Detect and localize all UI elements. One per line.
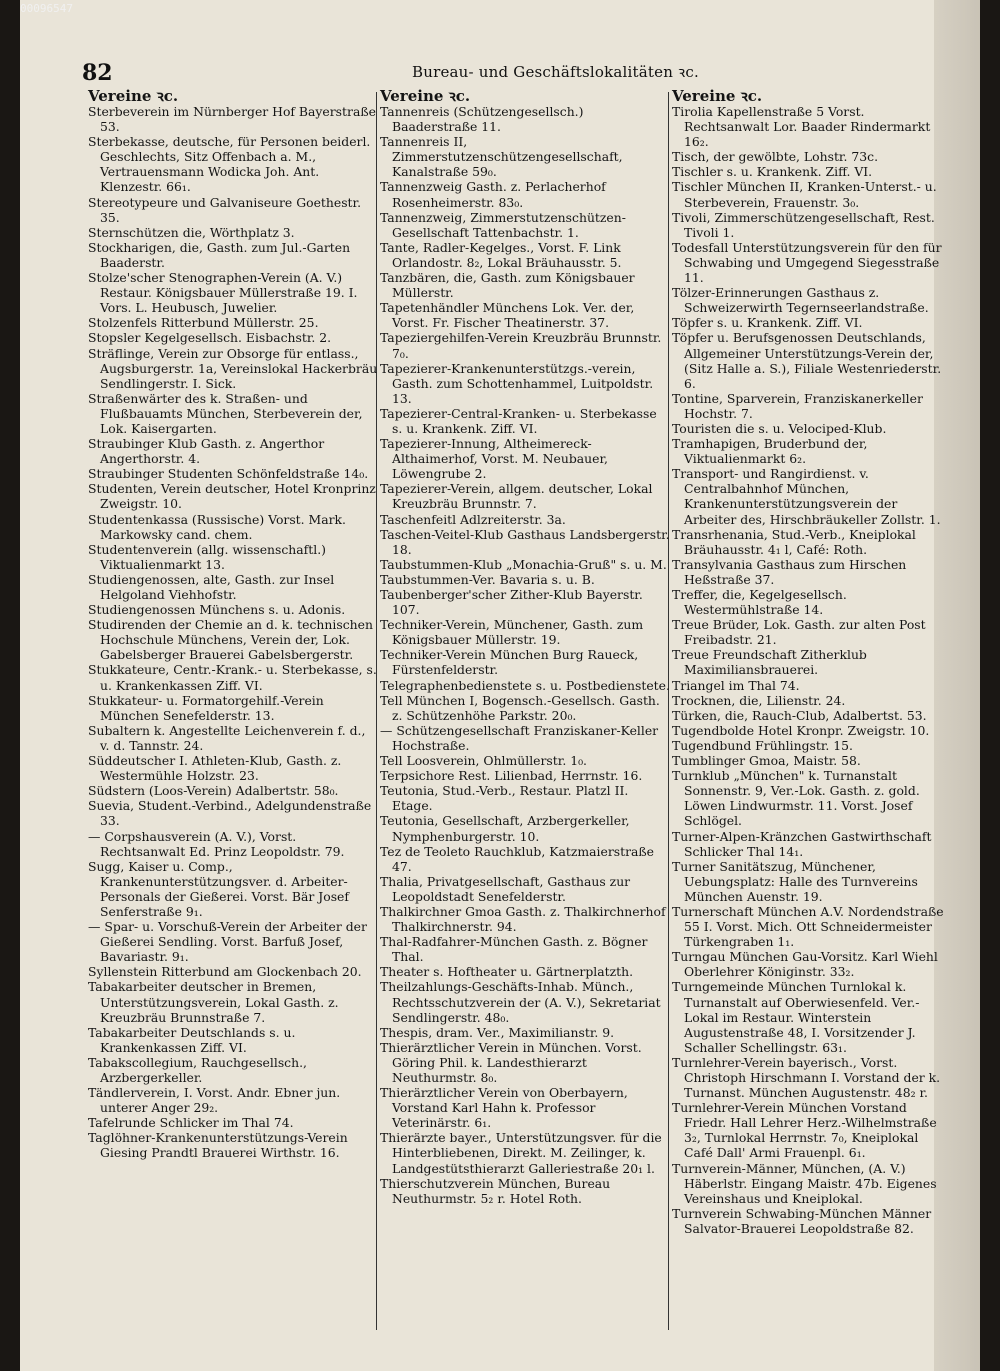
directory-entry: Thierschutzverein München, Bureau Neuthurmstr. 5₂ r. Hotel Roth. — [380, 1175, 611, 1206]
directory-entry: Turngau München Gau-Vorsitz. Karl Wiehl Oberlehrer Königinstr. 33₂. — [672, 949, 938, 980]
column-3 — [672, 88, 950, 1236]
directory-entry: Tante, Radler-Kegelges., Vorst. F. Link Orlandostr. 8₂, Lokal Bräuhausstr. 5. — [380, 239, 622, 270]
directory-entry: Töpfer u. Berufsgenossen Deutschlands, Allgemeiner Unterstützungs-Verein der, (Sitz Halle a. S.), Filiale Westenriederstr. 6. — [672, 330, 942, 391]
directory-entry: Treue Brüder, Lok. Gasth. zur alten Post Freibadstr. 21. — [672, 617, 926, 648]
directory-entry: Tölzer-Erinnerungen Gasthaus z. Schweizerwirth Tegernseerlandstraße. — [672, 285, 929, 316]
directory-entry: Studiengenossen Münchens s. u. Adonis. — [88, 602, 346, 618]
directory-entry: Tischler München II, Kranken-Unterst.- u. Sterbeverein, Frauenstr. 3₀. — [672, 179, 937, 210]
directory-entry: Thierärzte bayer., Unterstützungsver. für die Hinterbliebenen, Direkt. M. Zeilinger, k. Landgestütsthierarzt Galleriestraße 20₁ l. — [380, 1130, 662, 1176]
directory-entry: Tugendbund Frühlingstr. 15. — [672, 737, 853, 753]
directory-entry: Süddeutscher I. Athleten-Klub, Gasth. z. Westermühle Holzstr. 23. — [88, 753, 342, 784]
directory-entry: Turngemeinde München Turnlokal k. Turnanstalt auf Oberwiesenfeld. Ver.-Lokal im Restaur. Winterstein Augustenstraße 48, I. Vorsitzender J. Schaller Schellingstr. 63₁. — [672, 979, 920, 1055]
directory-entry: Trocknen, die, Lilienstr. 24. — [672, 692, 846, 708]
directory-entry: Studentenverein (allg. wissenschaftl.) Viktualienmarkt 13. — [88, 541, 326, 572]
directory-entry: Tannenzweig Gasth. z. Perlacherhof Rosenheimerstr. 83₀. — [380, 179, 606, 210]
directory-entry: Thierärztlicher Verein in München. Vorst. Göring Phil. k. Landesthierarzt Neuthurmstr. 8₀. — [380, 1039, 642, 1085]
directory-entry: Stolzenfels Ritterbund Müllerstr. 25. — [88, 315, 319, 331]
directory-entry: — Schützengesellschaft Franziskaner-Keller Hochstraße. — [380, 722, 659, 753]
directory-entry: Stopsler Kegelgesellsch. Eisbachstr. 2. — [88, 330, 332, 346]
directory-entry: Sträflinge, Verein zur Obsorge für entlass., Augsburgerstr. 1a, Vereinslokal Hackerbräu Sendlingerstr. I. Sick. — [88, 345, 378, 391]
directory-entry: Stereotypeure und Galvaniseure Goethestr. 35. — [88, 194, 362, 225]
directory-entry: Türken, die, Rauch-Club, Adalbertst. 53. — [672, 707, 927, 723]
directory-entry: Tabakarbeiter deutscher in Bremen, Unterstützungsverein, Lokal Gasth. z. Kreuzbräu Brunnstraße 7. — [88, 979, 339, 1025]
directory-entry: Subaltern k. Angestellte Leichenverein f. d., v. d. Tannstr. 24. — [88, 722, 366, 753]
directory-entry: Transrhenania, Stud.-Verb., Kneiplokal Bräuhausstr. 4₁ l, Café: Roth. — [672, 526, 916, 557]
directory-entry: Taubenberger'scher Zither-Klub Bayerstr. 107. — [380, 587, 643, 618]
directory-entry: Taschenfeitl Adlzreiterstr. 3a. — [380, 511, 566, 527]
directory-entry: Tapezierer-Krankenunterstützgs.-verein, Gasth. zum Schottenhammel, Luitpoldstr. 13. — [380, 360, 654, 406]
directory-entry: — Spar- u. Vorschuß-Verein der Arbeiter der Gießerei Sendling. Vorst. Barfuß Josef, Bavariastr. 9₁. — [88, 919, 367, 965]
directory-entry: Sternschützen die, Wörthplatz 3. — [88, 224, 295, 240]
column-heading: Vereine ꝛc. — [672, 87, 763, 105]
running-head: Bureau- und Geschäftslokalitäten ꝛc. — [412, 63, 699, 81]
directory-entry: Taubstummen-Klub „Monachia-Gruß" s. u. M. — [380, 556, 667, 572]
directory-entry: Töpfer s. u. Krankenk. Ziff. VI. — [672, 315, 863, 331]
directory-entry: Tannenzweig, Zimmerstutzenschützen-Gesellschaft Tattenbachstr. 1. — [380, 209, 626, 240]
directory-entry: Studirenden der Chemie an d. k. technischen Hochschule Münchens, Verein der, Lok. Gabelsberger Brauerei Gabelsbergerstr. — [88, 617, 373, 663]
directory-entry: Telegraphenbedienstete s. u. Postbedienstete. — [380, 677, 670, 693]
directory-entry: Turner-Alpen-Kränzchen Gastwirthschaft Schlicker Thal 14₁. — [672, 828, 932, 859]
directory-entry: Taubstummen-Ver. Bavaria s. u. B. — [380, 571, 595, 587]
directory-entry: Triangel im Thal 74. — [672, 677, 800, 693]
directory-entry: Turnlehrer-Verein München Vorstand Friedr. Hall Lehrer Herz.-Wilhelmstraße 3₂, Turnlokal Herrnstr. 7₀, Kneiplokal Café Dall' Armi Frauenpl. 6₁. — [672, 1100, 937, 1161]
directory-entry: Techniker-Verein München Burg Raueck, Fürstenfelderstr. — [380, 647, 639, 678]
directory-entry: Taschen-Veitel-Klub Gasthaus Landsbergerstr. 18. — [380, 526, 670, 557]
directory-entry: Tapezierer-Innung, Altheimereck-Althaimerhof, Vorst. M. Neubauer, Löwengrube 2. — [380, 436, 608, 482]
directory-entry: Straubinger Klub Gasth. z. Angerthor Angerthorstr. 4. — [88, 436, 325, 467]
book-page — [20, 0, 980, 1371]
directory-entry: Thal-Radfahrer-München Gasth. z. Bögner Thal. — [380, 934, 648, 965]
directory-entry: Stockharigen, die, Gasth. zum Jul.-Garten Baaderstr. — [88, 239, 351, 270]
directory-entry: Tivoli, Zimmerschützengesellschaft, Rest. Tivoli 1. — [672, 209, 935, 240]
directory-entry: Turnklub „München" k. Turnanstalt Sonnenstr. 9, Ver.-Lok. Gasth. z. gold. Löwen Lindwurmstr. 11. Vorst. Josef Schlögel. — [672, 768, 920, 829]
entry-list — [380, 104, 670, 1206]
directory-entry: Transport- und Rangirdienst. v. Centralbahnhof München, Krankenunterstützungsverein der Arbeiter des, Hirschbräukeller Zollstr. 1. — [672, 466, 941, 527]
directory-entry: Transylvania Gasthaus zum Hirschen Heßstraße 37. — [672, 556, 907, 587]
directory-entry: Touristen die s. u. Velociped-Klub. — [672, 420, 887, 436]
directory-entry: Straßenwärter des k. Straßen- und Flußbauamts München, Sterbeverein der, Lok. Kaisergarten. — [88, 390, 363, 436]
directory-entry: Thalkirchner Gmoa Gasth. z. Thalkirchnerhof Thalkirchnerstr. 94. — [380, 903, 666, 935]
directory-entry: Stukkateur- u. Formatorgehilf.-Verein München Senefelderstr. 13. — [88, 692, 324, 723]
directory-entry: Treffer, die, Kegelgesellsch. Westermühlstraße 14. — [672, 587, 847, 618]
directory-entry: Thalia, Privatgesellschaft, Gasthaus zur Leopoldstadt Senefelderstr. — [380, 873, 631, 904]
directory-entry: Stukkateure, Centr.-Krank.- u. Sterbekasse, s. u. Krankenkassen Ziff. VI. — [88, 662, 377, 693]
directory-entry: Südstern (Loos-Verein) Adalbertstr. 58₀. — [88, 783, 339, 799]
directory-entry: Tumblinger Gmoa, Maistr. 58. — [672, 753, 861, 769]
directory-entry: Theater s. Hoftheater u. Gärtnerplatzth. — [380, 964, 634, 980]
directory-entry: Turner Sanitätszug, Münchener, Uebungsplatz: Halle des Turnvereins München Auenstr. 19. — [672, 858, 918, 904]
directory-entry: Sterbeverein im Nürnberger Hof Bayerstraße 53. — [88, 104, 376, 135]
directory-entry: Treue Freundschaft Zitherklub Maximiliansbrauerei. — [672, 647, 867, 678]
archive-stamp: 00096547 — [20, 2, 73, 15]
directory-entry: Tapeziergehilfen-Verein Kreuzbräu Brunnstr. 7₀. — [380, 330, 662, 361]
directory-entry: Thierärztlicher Verein von Oberbayern, Vorstand Karl Hahn k. Professor Veterinärstr. 6₁. — [380, 1085, 628, 1131]
directory-entry: Tanzbären, die, Gasth. zum Königsbauer Müllerstr. — [380, 270, 635, 301]
directory-entry: Stolze'scher Stenographen-Verein (A. V.) Restaur. Königsbauer Müllerstraße 19. I. Vors. L. Heubusch, Juwelier. — [88, 270, 358, 316]
directory-entry: Thespis, dram. Ver., Maximilianstr. 9. — [380, 1024, 615, 1040]
directory-entry: Tapetenhändler Münchens Lok. Ver. der, Vorst. Fr. Fischer Theatinerstr. 37. — [380, 300, 635, 331]
directory-entry: Tisch, der gewölbte, Lohstr. 73c. — [672, 149, 879, 165]
directory-entry: Tafelrunde Schlicker im Thal 74. — [88, 1115, 294, 1131]
directory-entry: Terpsichore Rest. Lilienbad, Herrnstr. 16. — [380, 768, 643, 784]
directory-entry: Taglöhner-Krankenunterstützungs-Verein Giesing Prandtl Brauerei Wirthstr. 16. — [88, 1130, 348, 1161]
directory-entry: Tugendbolde Hotel Kronpr. Zweigstr. 10. — [672, 722, 930, 738]
directory-entry: Studentenkassa (Russische) Vorst. Mark. Markowsky cand. chem. — [88, 511, 346, 542]
directory-entry: Turnverein Schwabing-München Männer Salvator-Brauerei Leopoldstraße 82. — [672, 1205, 932, 1236]
directory-entry: Tändlerverein, I. Vorst. Andr. Ebner jun. unterer Anger 29₂. — [88, 1085, 341, 1116]
directory-entry: — Corpshausverein (A. V.), Vorst. Rechtsanwalt Ed. Prinz Leopoldstr. 79. — [88, 828, 345, 859]
column-heading: Vereine ꝛc. — [380, 87, 471, 105]
directory-entry: Tirolia Kapellenstraße 5 Vorst. Rechtsanwalt Lor. Baader Rindermarkt 16₂. — [672, 104, 931, 150]
directory-entry: Tontine, Sparverein, Franziskanerkeller Hochstr. 7. — [672, 390, 923, 421]
directory-entry: Studiengenossen, alte, Gasth. zur Insel Helgoland Viehhofstr. — [88, 571, 335, 602]
column-heading: Vereine ꝛc. — [88, 87, 179, 105]
directory-entry: Tabakarbeiter Deutschlands s. u. Krankenkassen Ziff. VI. — [88, 1024, 296, 1055]
directory-entry: Turnlehrer-Verein bayerisch., Vorst. Christoph Hirschmann I. Vorstand der k. Turnanst. München Augustenstr. 48₂ r. — [672, 1054, 941, 1101]
directory-entry: Theilzahlungs-Geschäfts-Inhab. Münch., Rechtsschutzverein der (A. V.), Sekretariat Sendlingerstr. 48₀. — [380, 979, 661, 1025]
directory-entry: Teutonia, Stud.-Verb., Restaur. Platzl II. Etage. — [380, 783, 629, 814]
directory-entry: Straubinger Studenten Schönfeldstraße 14₀. — [88, 466, 369, 482]
directory-entry: Turnerschaft München A.V. Nordendstraße 55 I. Vorst. Mich. Ott Schneidermeister Türkengraben 1₁. — [672, 903, 944, 950]
directory-entry: Tez de Teoleto Rauchklub, Katzmaierstraße 47. — [380, 843, 654, 874]
directory-entry: Techniker-Verein, Münchener, Gasth. zum Königsbauer Müllerstr. 19. — [380, 617, 644, 648]
page-number: 82 — [82, 60, 113, 86]
entry-list — [88, 104, 378, 1161]
directory-entry: Sterbekasse, deutsche, für Personen beiderl. Geschlechts, Sitz Offenbach a. M., Vertrauensmann Wodicka Joh. Ant. Klenzestr. 66₁. — [88, 134, 371, 195]
directory-entry: Sugg, Kaiser u. Comp., Krankenunterstützungsver. d. Arbeiter-Personals der Gießerei. Vorst. Bär Josef Senferstraße 9₁. — [88, 858, 349, 919]
directory-entry: Suevia, Student.-Verbind., Adelgundenstraße 33. — [88, 798, 372, 829]
directory-entry: Tell Loosverein, Ohlmüllerstr. 1₀. — [380, 753, 587, 769]
directory-entry: Syllenstein Ritterbund am Glockenbach 20. — [88, 964, 362, 980]
directory-entry: Tischler s. u. Krankenk. Ziff. VI. — [672, 164, 873, 180]
directory-entry: Tabakscollegium, Rauchgesellsch., Arzbergerkeller. — [88, 1054, 307, 1085]
entry-list — [672, 104, 950, 1236]
directory-entry: Turnverein-Männer, München, (A. V.) Häberlstr. Eingang Maistr. 47b. Eigenes Vereinshaus und Kneiplokal. — [672, 1160, 937, 1206]
directory-entry: Studenten, Verein deutscher, Hotel Kronprinz Zweigstr. 10. — [88, 481, 376, 512]
directory-entry: Tapezierer-Verein, allgem. deutscher, Lokal Kreuzbräu Brunnstr. 7. — [380, 481, 653, 512]
directory-entry: Tannenreis (Schützengesellsch.) Baaderstraße 11. — [380, 104, 584, 135]
directory-entry: Tramhapigen, Bruderbund der, Viktualienmarkt 6₂. — [672, 436, 868, 467]
column-1 — [88, 88, 378, 1161]
directory-entry: Teutonia, Gesellschaft, Arzbergerkeller, Nymphenburgerstr. 10. — [380, 813, 630, 844]
column-2 — [380, 88, 670, 1206]
directory-entry: Tapezierer-Central-Kranken- u. Sterbekasse s. u. Krankenk. Ziff. VI. — [380, 405, 657, 436]
directory-entry: Tell München I, Bogensch.-Gesellsch. Gasth. z. Schützenhöhe Parkstr. 20₀. — [380, 692, 660, 723]
directory-entry: Tannenreis II, Zimmerstutzenschützengesellschaft, Kanalstraße 59₀. — [380, 134, 623, 180]
directory-entry: Todesfall Unterstützungsverein für den für Schwabing und Umgegend Siegesstraße 11. — [672, 239, 942, 286]
